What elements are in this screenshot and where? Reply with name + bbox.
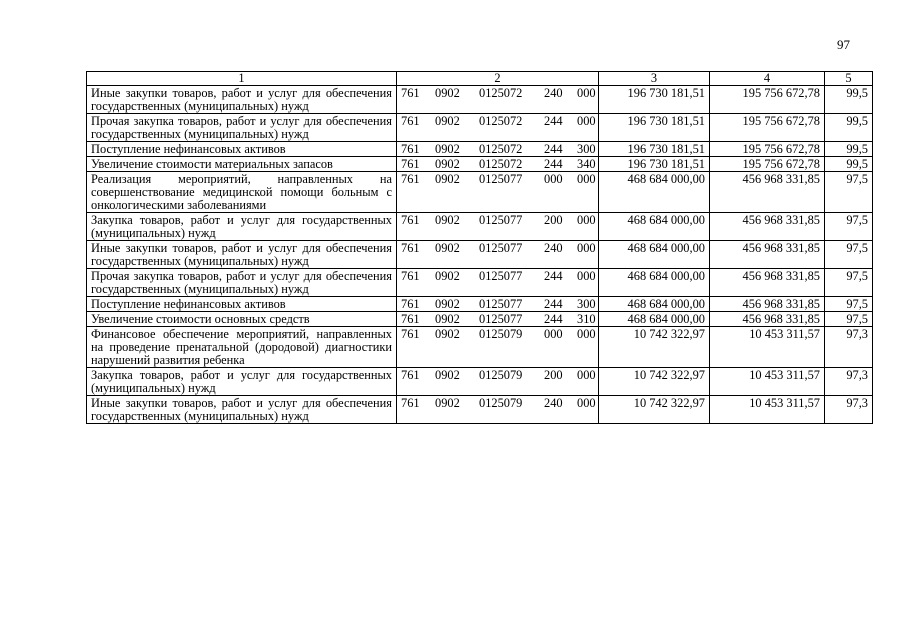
code-kosgu: 340 xyxy=(577,157,596,171)
code-kosgu: 000 xyxy=(577,241,596,255)
row-name: Финансовое обеспечение мероприятий, направленных на проведение пренатальной (дородовой) диагностики нарушений развития ребенка xyxy=(87,327,397,368)
code-section: 0902 xyxy=(435,114,460,128)
code-section: 0902 xyxy=(435,297,460,311)
code-kosgu: 000 xyxy=(577,172,596,186)
code-kosgu: 300 xyxy=(577,297,596,311)
code-target-article: 0125072 xyxy=(479,86,523,100)
code-section: 0902 xyxy=(435,327,460,341)
code-kosgu: 000 xyxy=(577,213,596,227)
code-grbs: 761 xyxy=(401,213,420,227)
code-expense-type: 244 xyxy=(544,312,563,326)
row-percent: 97,5 xyxy=(825,269,873,297)
row-codes xyxy=(397,142,599,157)
code-section: 0902 xyxy=(435,86,460,100)
row-codes xyxy=(397,297,599,312)
table-body xyxy=(87,86,873,424)
code-target-article: 0125077 xyxy=(479,297,523,311)
row-name: Поступление нефинансовых активов xyxy=(87,297,397,312)
row-codes xyxy=(397,86,599,114)
row-percent: 99,5 xyxy=(825,157,873,172)
row-fact-amount: 195 756 672,78 xyxy=(710,142,825,157)
code-grbs: 761 xyxy=(401,157,420,171)
table-row xyxy=(87,269,873,297)
code-section: 0902 xyxy=(435,172,460,186)
code-expense-type: 240 xyxy=(544,396,563,410)
row-plan-amount: 468 684 000,00 xyxy=(599,312,710,327)
code-expense-type: 244 xyxy=(544,157,563,171)
table-row xyxy=(87,327,873,368)
header-col-3: 3 xyxy=(599,72,710,86)
row-fact-amount: 456 968 331,85 xyxy=(710,172,825,213)
code-grbs: 761 xyxy=(401,297,420,311)
row-plan-amount: 10 742 322,97 xyxy=(599,396,710,424)
code-target-article: 0125079 xyxy=(479,368,523,382)
row-fact-amount: 10 453 311,57 xyxy=(710,368,825,396)
code-section: 0902 xyxy=(435,142,460,156)
row-percent: 97,5 xyxy=(825,312,873,327)
code-target-article: 0125077 xyxy=(479,269,523,283)
code-section: 0902 xyxy=(435,396,460,410)
row-codes xyxy=(397,213,599,241)
code-section: 0902 xyxy=(435,312,460,326)
row-fact-amount: 195 756 672,78 xyxy=(710,114,825,142)
code-grbs: 761 xyxy=(401,396,420,410)
row-percent: 97,5 xyxy=(825,297,873,312)
row-percent: 99,5 xyxy=(825,86,873,114)
table-header-row xyxy=(87,72,873,86)
code-grbs: 761 xyxy=(401,86,420,100)
row-percent: 97,5 xyxy=(825,213,873,241)
row-fact-amount: 10 453 311,57 xyxy=(710,396,825,424)
table-row xyxy=(87,297,873,312)
row-name: Прочая закупка товаров, работ и услуг для обеспечения государственных (муниципальных) нужд xyxy=(87,269,397,297)
row-codes xyxy=(397,312,599,327)
header-col-1: 1 xyxy=(87,72,397,86)
code-expense-type: 000 xyxy=(544,327,563,341)
row-fact-amount: 195 756 672,78 xyxy=(710,86,825,114)
row-codes xyxy=(397,269,599,297)
row-fact-amount: 456 968 331,85 xyxy=(710,297,825,312)
table-row xyxy=(87,241,873,269)
code-expense-type: 240 xyxy=(544,241,563,255)
code-section: 0902 xyxy=(435,213,460,227)
row-plan-amount: 196 730 181,51 xyxy=(599,157,710,172)
page-number: 97 xyxy=(837,37,850,52)
table-row xyxy=(87,312,873,327)
row-codes xyxy=(397,327,599,368)
row-plan-amount: 196 730 181,51 xyxy=(599,114,710,142)
header-col-5: 5 xyxy=(825,72,873,86)
table-row xyxy=(87,142,873,157)
row-name: Закупка товаров, работ и услуг для государственных (муниципальных) нужд xyxy=(87,368,397,396)
row-percent: 97,5 xyxy=(825,241,873,269)
header-col-2: 2 xyxy=(397,72,599,86)
row-name: Поступление нефинансовых активов xyxy=(87,142,397,157)
table-row xyxy=(87,114,873,142)
row-name: Реализация мероприятий, направленных на совершенствование медицинской помощи больным с онкологическими заболеваниями xyxy=(87,172,397,213)
code-target-article: 0125077 xyxy=(479,312,523,326)
table-row xyxy=(87,213,873,241)
code-expense-type: 244 xyxy=(544,297,563,311)
header-col-4: 4 xyxy=(710,72,825,86)
row-name: Закупка товаров, работ и услуг для государственных (муниципальных) нужд xyxy=(87,213,397,241)
row-fact-amount: 456 968 331,85 xyxy=(710,213,825,241)
code-kosgu: 000 xyxy=(577,114,596,128)
row-fact-amount: 195 756 672,78 xyxy=(710,157,825,172)
code-target-article: 0125079 xyxy=(479,396,523,410)
row-plan-amount: 196 730 181,51 xyxy=(599,142,710,157)
code-kosgu: 000 xyxy=(577,327,596,341)
code-target-article: 0125072 xyxy=(479,157,523,171)
row-name: Иные закупки товаров, работ и услуг для обеспечения государственных (муниципальных) нужд xyxy=(87,86,397,114)
row-codes xyxy=(397,114,599,142)
row-codes xyxy=(397,172,599,213)
code-target-article: 0125079 xyxy=(479,327,523,341)
row-percent: 99,5 xyxy=(825,142,873,157)
code-section: 0902 xyxy=(435,157,460,171)
code-kosgu: 000 xyxy=(577,368,596,382)
code-target-article: 0125072 xyxy=(479,114,523,128)
row-plan-amount: 468 684 000,00 xyxy=(599,213,710,241)
row-fact-amount: 10 453 311,57 xyxy=(710,327,825,368)
code-grbs: 761 xyxy=(401,269,420,283)
code-grbs: 761 xyxy=(401,114,420,128)
code-kosgu: 310 xyxy=(577,312,596,326)
row-codes xyxy=(397,241,599,269)
table-row xyxy=(87,172,873,213)
row-percent: 99,5 xyxy=(825,114,873,142)
code-grbs: 761 xyxy=(401,142,420,156)
code-section: 0902 xyxy=(435,241,460,255)
row-plan-amount: 10 742 322,97 xyxy=(599,368,710,396)
code-section: 0902 xyxy=(435,368,460,382)
code-expense-type: 244 xyxy=(544,114,563,128)
row-plan-amount: 468 684 000,00 xyxy=(599,241,710,269)
code-grbs: 761 xyxy=(401,312,420,326)
code-target-article: 0125077 xyxy=(479,213,523,227)
code-expense-type: 200 xyxy=(544,213,563,227)
row-codes xyxy=(397,157,599,172)
table-row xyxy=(87,86,873,114)
row-plan-amount: 468 684 000,00 xyxy=(599,172,710,213)
code-grbs: 761 xyxy=(401,241,420,255)
row-percent: 97,3 xyxy=(825,368,873,396)
row-name: Иные закупки товаров, работ и услуг для обеспечения государственных (муниципальных) нужд xyxy=(87,241,397,269)
row-plan-amount: 196 730 181,51 xyxy=(599,86,710,114)
row-name: Увеличение стоимости основных средств xyxy=(87,312,397,327)
code-kosgu: 000 xyxy=(577,86,596,100)
row-fact-amount: 456 968 331,85 xyxy=(710,312,825,327)
code-expense-type: 200 xyxy=(544,368,563,382)
row-plan-amount: 468 684 000,00 xyxy=(599,269,710,297)
table-row xyxy=(87,368,873,396)
row-fact-amount: 456 968 331,85 xyxy=(710,241,825,269)
row-fact-amount: 456 968 331,85 xyxy=(710,269,825,297)
code-grbs: 761 xyxy=(401,368,420,382)
code-grbs: 761 xyxy=(401,327,420,341)
row-percent: 97,3 xyxy=(825,396,873,424)
code-expense-type: 244 xyxy=(544,142,563,156)
row-name: Прочая закупка товаров, работ и услуг для обеспечения государственных (муниципальных) нужд xyxy=(87,114,397,142)
code-grbs: 761 xyxy=(401,172,420,186)
row-codes xyxy=(397,368,599,396)
code-target-article: 0125077 xyxy=(479,172,523,186)
row-name: Увеличение стоимости материальных запасов xyxy=(87,157,397,172)
code-section: 0902 xyxy=(435,269,460,283)
code-kosgu: 300 xyxy=(577,142,596,156)
row-plan-amount: 10 742 322,97 xyxy=(599,327,710,368)
code-target-article: 0125077 xyxy=(479,241,523,255)
code-kosgu: 000 xyxy=(577,396,596,410)
row-percent: 97,5 xyxy=(825,172,873,213)
code-expense-type: 244 xyxy=(544,269,563,283)
code-target-article: 0125072 xyxy=(479,142,523,156)
table-row xyxy=(87,396,873,424)
row-name: Иные закупки товаров, работ и услуг для обеспечения государственных (муниципальных) нужд xyxy=(87,396,397,424)
budget-execution-table xyxy=(86,71,873,424)
code-expense-type: 240 xyxy=(544,86,563,100)
code-kosgu: 000 xyxy=(577,269,596,283)
code-expense-type: 000 xyxy=(544,172,563,186)
row-codes xyxy=(397,396,599,424)
table-row xyxy=(87,157,873,172)
row-plan-amount: 468 684 000,00 xyxy=(599,297,710,312)
row-percent: 97,3 xyxy=(825,327,873,368)
